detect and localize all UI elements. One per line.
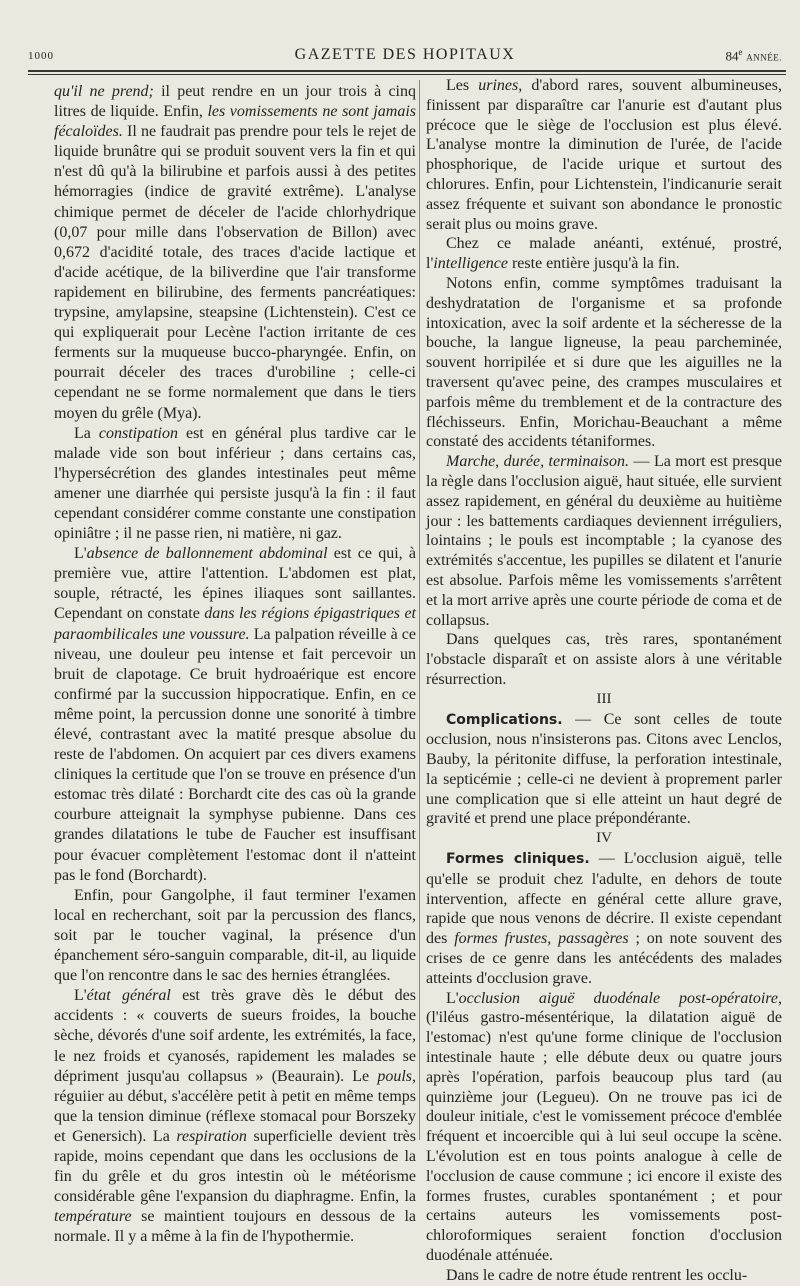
edition-label (726, 46, 783, 64)
paragraph-complications (426, 710, 782, 830)
text-run: se maintient toujours en dessous de la normale. Il y a même à la fin de l'hypothermie. (54, 1208, 416, 1246)
right-column (426, 76, 782, 1286)
text-run: L' (74, 545, 87, 563)
text-run: La (74, 424, 99, 442)
text-run: , d'abord rares, souvent albumineuses, finissent par disparaître car l'anurie est d'autant plus précoce que le siège de l'occlusion est plus élevé. L'analyse montre la diminution de l'urée, de l'acide phosphorique, de l'acide urique et surtout des chlorures. Enfin, pour Lichtenstein, l'indicanurie serait assez fréquente et suivant son abondance le pronostic serait plus ou moins grave. (426, 77, 782, 233)
column-divider (419, 80, 420, 1140)
italic-phrase: urines (478, 77, 519, 94)
italic-phrase: les vomissements ne sont jamais fécaloïdes. (54, 103, 416, 141)
text-run: superficielle devient très rapide, moins cependant que dans les occlusions de la fin du grêle et du gros intestin où le météorisme considérable gêne l'expansion du diaphragme. Enfin, la (54, 1127, 417, 1206)
text-run: est ce qui, à première vue, attire l'attention. L'abdomen est plat, souple, rétracté, les épines iliaques sont saillantes. Cependant on constate (54, 545, 416, 623)
page-header (28, 40, 782, 70)
italic-phrase: constipation (98, 424, 178, 442)
text-run: — La mort est presque la règle dans l'occlusion aiguë, haut située, elle survient assez rapidement, en général du deuxième au huitième jour : les battements cardiaques deviennent irréguliers, lointains ; le pouls est incomptable ; la cyanose des extrémités s'accentue, les pupilles se dilatent et l'anurie est absolue. Parfois même les vomissements s'arrêtent et la mort arrive après une courte période de coma et de collapsus. (426, 453, 783, 629)
left-column (54, 82, 416, 1247)
italic-phrase: formes frustes, passagères (454, 930, 629, 948)
paragraph-ballonnement (54, 544, 416, 886)
italic-phrase: Marche, durée, terminaison. (446, 453, 629, 471)
paragraph-marche (426, 452, 782, 630)
edition-suffix: e (738, 47, 743, 57)
section-heading: Formes cliniques. (446, 851, 590, 868)
italic-phrase: respiration (176, 1127, 247, 1145)
page-number: 1000 (28, 50, 54, 62)
text-run: ; on note souvent des crises de ce genre dans les antécédents des malades atteints d'occlusion grave. (426, 930, 783, 987)
text-run: reste entière jusqu'à la fin. (507, 255, 680, 273)
italic-phrase: intelligence (433, 255, 508, 273)
paragraph-etat-general (54, 986, 416, 1247)
paragraph-occlusion-duodenale (426, 989, 782, 1266)
italic-phrase: pouls (377, 1067, 412, 1085)
text-run: est très grave dès le début des accidents : « couverts de sueurs froides, la bouche sèche, dévorés d'une soif ardente, les extrémités, la face, le nez froids et cyanosés, rapidement les malades se dépriment jusqu'au collapsus » (Beaurain). Le (54, 987, 416, 1085)
paragraph-vomiting (54, 82, 416, 424)
section-numeral-iii: III (596, 690, 612, 707)
italic-phrase: dans les régions épigastriques et paraombilicales une voussure. (54, 605, 416, 643)
paragraph-formes-cliniques (426, 849, 782, 989)
italic-phrase: occlusion aiguë duodénale post-opératoire (458, 989, 778, 1007)
text-run: La palpation réveille à ce niveau, une douleur peu intense et fait percevoir un bruit de clapotage. Ce bruit hydroaérique est encore confirmé par la succussion hippocratique. Enfin, en ce même point, la percussion donne une sonorité à timbre élevé, contrastant avec la matité presque absolue du reste de l'abdomen. On acquiert par ces divers examens cliniques la certitude que l'on se trouve en présence d'un estomac très dilaté : Borchardt cite des cas où la grande courbure atteignait la symphyse pubienne. Dans ces grandes dilatations le tube de Faucher est insuffisant pour évacuer complètement l'estomac dont il n'atteint pas le fond (Borchardt). (54, 625, 417, 884)
text-run: — L'occlusion aiguë, telle qu'elle se produit chez l'adulte, en dehors de toute intervention, affecte en général cette allure grave, rapide que nous venons de décrire. Il existe cependant des (426, 850, 782, 948)
text-run: Chez ce malade anéanti, exténué, prostré, l' (426, 235, 782, 273)
italic-phrase: absence de ballonnement abdominal (86, 545, 328, 563)
italic-phrase: température (54, 1208, 132, 1226)
header-rule-thick (28, 70, 786, 72)
text-run: , réguiier au début, s'accélère petit à petit en même temps que la tension diminue (réflexe stomacal pour Borszeky et Genersich). La (54, 1067, 416, 1145)
text-run: L' (74, 987, 87, 1005)
paragraph-resurrection (426, 630, 782, 689)
text-run: Dans quelques cas, très rares, spontanément l'obstacle disparaît et on assiste alors à une véritable résurrection. (426, 631, 782, 688)
text-run: — Ce sont celles de toute occlusion, nous n'insisterons pas. Citons avec Lenclos, Bauby, la péritonite diffuse, la perforation intestinale, la septicémie ; celle-ci ne devient à proprement parler une complication que si elle atteint un haut degré de gravité et prend une place prépondérante. (426, 710, 782, 828)
section-heading: Complications. (446, 711, 563, 728)
journal-title: GAZETTE DES HOPITAUX (294, 46, 516, 63)
text-run: Enfin, pour Gangolphe, il faut terminer l'examen local en recherchant, soit par la percussion des flancs, soit par le toucher vaginal, la présence d'un épanchement séro-sanguin comparable, dit-il, au liquide que l'on rencontre dans le sac des hernies étranglées. (54, 886, 416, 985)
text-run: Dans le cadre de notre étude rentrent les occlu- (446, 1266, 748, 1284)
paragraph-deshydratation (426, 274, 782, 452)
edition-number: 84 (725, 48, 739, 64)
text-run: , (l'iléus gastro-mésentérique, la dilatation aiguë de l'estomac) n'est qu'une forme clinique de l'occlusion intestinale haute ; elle débute deux ou quatre jours après l'opération, parfois beaucoup plus tard (au quinzième jour (Legueu). On ne trouve pas ici de douleur initiale, c'est le vomissement précoce d'emblée fréquent et incoercible qui à lui seul occupe la scène. L'évolution est en tous points analogue à celle de l'occlusion de cause commune ; ici encore il existe des formes frustes, curables spontanément ; et pour certains auteurs les vomissements post-chloroformiques seraient fonction d'occlusion duodénale atténuée. (426, 989, 782, 1265)
text-run: il peut rendre en un jour trois à cinq litres de liquide. Enfin, (54, 83, 416, 121)
text-run: Notons enfin, comme symptômes traduisant la deshydratation de l'organisme et sa profonde intoxication, avec la soif ardente et la sécheresse de la bouche, la langue ligneuse, la peau parcheminée, souvent horripilée et si dure que les aiguilles ne la traversent qu'avec peine, des crampes musculaires et parfois même du tremblement et de la contracture des fléchisseurs. Enfin, Morichau-Beauchant a même constaté des accidents tétaniformes. (426, 274, 782, 451)
paragraph-gangolphe (54, 886, 416, 986)
italic-phrase: état général (86, 987, 171, 1005)
text-run: est en général plus tardive car le malade vide son bout inférieur ; dans certains cas, l'hypersécrétion des glandes intestinales peut même amener une diarrhée qui persiste jusqu'à la fin : il faut cependant considérer comme constante une constipation opiniâtre ; il ne passe rien, ni matière, ni gaz. (54, 424, 417, 543)
text-run: L' (446, 989, 459, 1007)
italic-phrase: qu'il ne prend; (54, 83, 154, 100)
header-rule-thin (28, 74, 786, 75)
section-numeral-iv: IV (596, 830, 612, 847)
paragraph-urines (426, 76, 782, 234)
paragraph-constipation (54, 424, 416, 545)
edition-year-label: ANNÉE. (746, 52, 782, 63)
text-run: Il ne faudrait pas prendre pour tels le rejet de liquide brunâtre qui se produit souvent vers la fin et qui n'est dû qu'à la bilirubine et parfois aussi à des petites hémorragies (indice de gravité extrême). L'analyse chimique permet de déceler de l'acide chlorhydrique (0,07 pour mille dans l'observation de Billon) avec 0,672 d'acidité totale, des traces d'acide lactique et d'acide acétique, de la biliverdine que l'air transforme rapidement en bilirubine, des ferments pancréatiques: trypsine, amylapsine, steapsine (Lichtenstein). C'est ce qui expliquerait pour Lecène l'action irritante de ces ferments sur la muqueuse bucco-pharyngée. Enfin, on pourrait déceler des traces d'urobiline ; celle-ci cependant ne se forme normalement que dans le tiers moyen du grêle (Mya). (54, 123, 416, 422)
paragraph-cadre (426, 1266, 782, 1286)
text-run: Les (446, 77, 479, 94)
paragraph-intelligence (426, 234, 782, 274)
